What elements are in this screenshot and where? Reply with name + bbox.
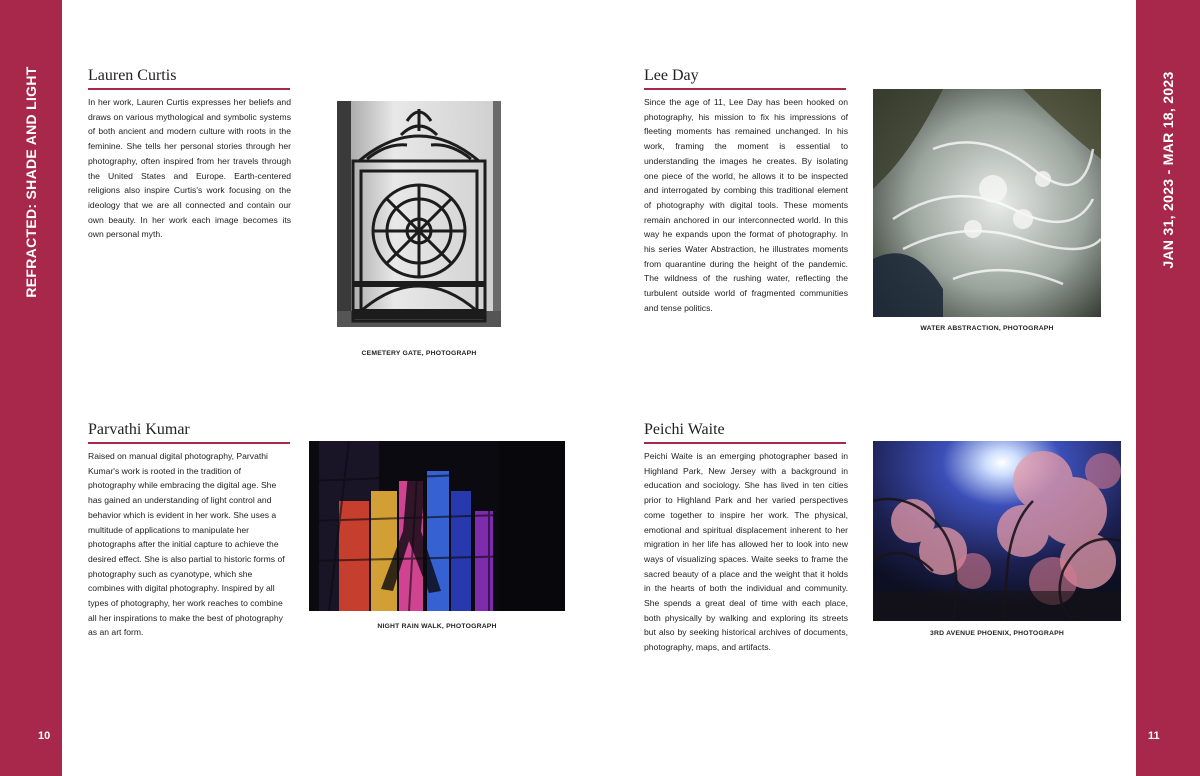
left-margin-band — [0, 0, 62, 776]
cemetery-gate-photo — [337, 101, 501, 327]
artist-bio-lee-day: Since the age of 11, Lee Day has been hooked on photography, his mission to fix his impressions of fleeting moments has remained unchanged. In his work, framing the moment is essential to understanding the images he creates. By isolating one piece of the world, he allows it to be inspected and interrogated by combing this traditional element of photography with digital tools. These moments remain anchored in our interconnected world. In this way he expands upon the format of photography. In his series Water Abstraction, he illustrates moments from quarantine during the height of the pandemic. The wildness of the rushing water, reflecting the turbulent outside world of fragmented communities and tense politics. — [644, 97, 848, 313]
water-abstraction-photo — [873, 89, 1101, 317]
artist-name-peichi-waite: Peichi Waite — [644, 421, 846, 444]
caption-night-rain-walk: NIGHT RAIN WALK, PHOTOGRAPH — [377, 623, 497, 630]
3rd-avenue-phoenix-photo — [873, 441, 1121, 621]
artist-bio-lauren-curtis: In her work, Lauren Curtis expresses her beliefs and draws on various mythological and symbolic systems of both ancient and modern culture with roots in the feminine. She tells her personal stories through her photography, often inspired from her travels through the United States and Europe. Earth-centered religions also inspire Curtis's work focusing on the ideology that we are all connected and contain our own beauty. In her work each image becomes its own personal myth. — [88, 97, 291, 240]
exhibition-dates: JAN 31, 2023 - MAR 18, 2023 — [1160, 71, 1176, 269]
exhibition-title: REFRACTED: SHADE AND LIGHT — [23, 66, 39, 298]
artist-name-lee-day: Lee Day — [644, 67, 846, 90]
page-number-right: 11 — [1148, 730, 1160, 742]
artist-name-parvathi-kumar: Parvathi Kumar — [88, 421, 290, 444]
artist-bio-peichi-waite: Peichi Waite is an emerging photographer based in Highland Park, New Jersey with a background in education and sociology. She has lived in ten cities prior to Highland Park and her varied perspectives come together to inspire her work. The physical, emotional and spiritual displacement inherent to her migration in her life has allowed her to look into new ways of visualizing spaces. Waite seeks to frame the sacred beauty of a place and the weight that it holds in the hearts of both the individual and community. She spends a great deal of time with each place, both physically by walking and exploring its streets but also by seeking historical archives of documents, photography, maps, and artifacts. — [644, 451, 848, 653]
caption-3rd-avenue-phoenix: 3RD AVENUE PHOENIX, PHOTOGRAPH — [930, 630, 1064, 637]
caption-water-abstraction: WATER ABSTRACTION, PHOTOGRAPH — [920, 325, 1054, 332]
right-margin-band — [1136, 0, 1200, 776]
night-rain-walk-photo — [309, 441, 565, 611]
page-number-left: 10 — [38, 730, 51, 742]
artist-name-lauren-curtis: Lauren Curtis — [88, 67, 290, 90]
artist-bio-parvathi-kumar: Raised on manual digital photography, Parvathi Kumar's work is rooted in the tradition of photography while embracing the digital age. She has gained an understanding of light control and behavior which is evident in her work. She uses a multitude of applications to manipulate her photographs after the initial capture to achieve the desired effect. She is also partial to historic forms of photography such as cyanotype, which she combines with digital photography. Inspired by all types of photography, her work reaches to combine all her inspirations to make the best of photography as an art form. — [88, 451, 285, 638]
caption-cemetery-gate: CEMETERY GATE, PHOTOGRAPH — [361, 350, 477, 357]
